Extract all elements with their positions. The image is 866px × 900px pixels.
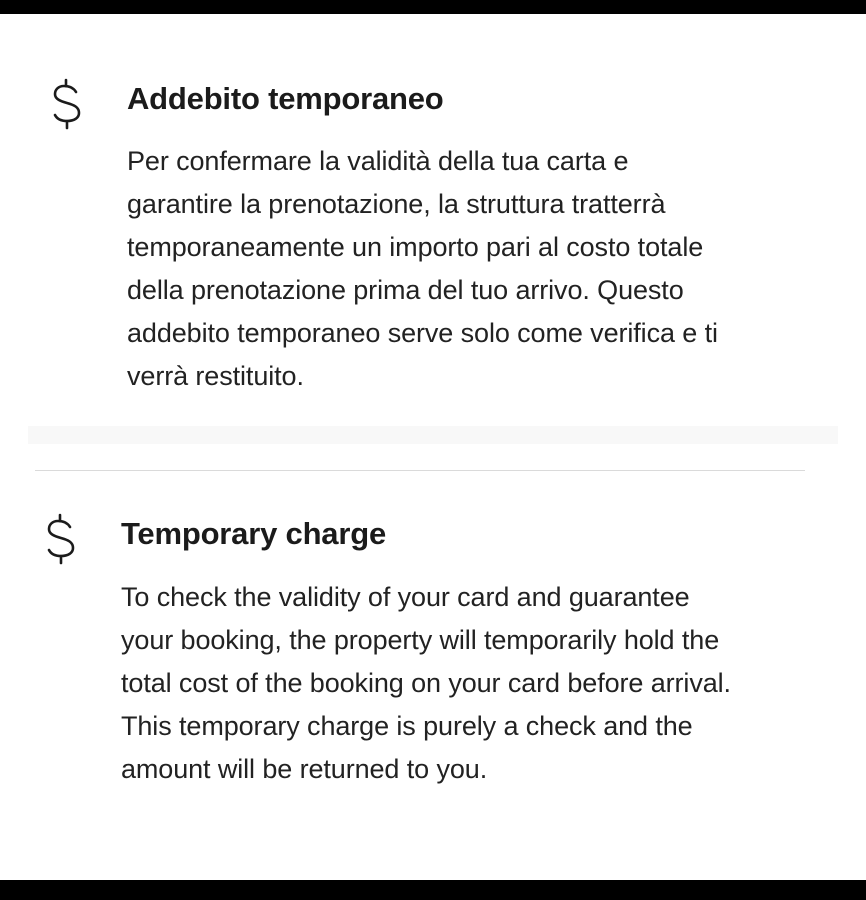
section-divider (35, 470, 805, 471)
description-line: verrà restituito. (127, 361, 304, 391)
section-description (121, 576, 821, 791)
section-spacer (28, 426, 838, 444)
dollar-icon (44, 513, 78, 565)
dollar-icon (50, 78, 84, 130)
description-line: amount will be returned to you. (121, 754, 488, 784)
description-line: garantire la prenotazione, la struttura tratterrà (127, 189, 666, 219)
description-line: total cost of the booking on your card before arrival. (121, 668, 731, 698)
description-line: your booking, the property will temporarily hold the (121, 625, 720, 655)
description-line: della prenotazione prima del tuo arrivo. Questo (127, 275, 684, 305)
section-title: Addebito temporaneo (127, 81, 444, 116)
section-title: Temporary charge (121, 516, 386, 551)
description-line: This temporary charge is purely a check and the (121, 711, 693, 741)
section-description (127, 140, 827, 398)
description-line: temporaneamente un importo pari al costo totale (127, 232, 704, 262)
description-line: addebito temporaneo serve solo come verifica e ti (127, 318, 718, 348)
policy-panel (0, 14, 866, 880)
description-line: To check the validity of your card and guarantee (121, 582, 690, 612)
description-line: Per confermare la validità della tua carta e (127, 146, 629, 176)
